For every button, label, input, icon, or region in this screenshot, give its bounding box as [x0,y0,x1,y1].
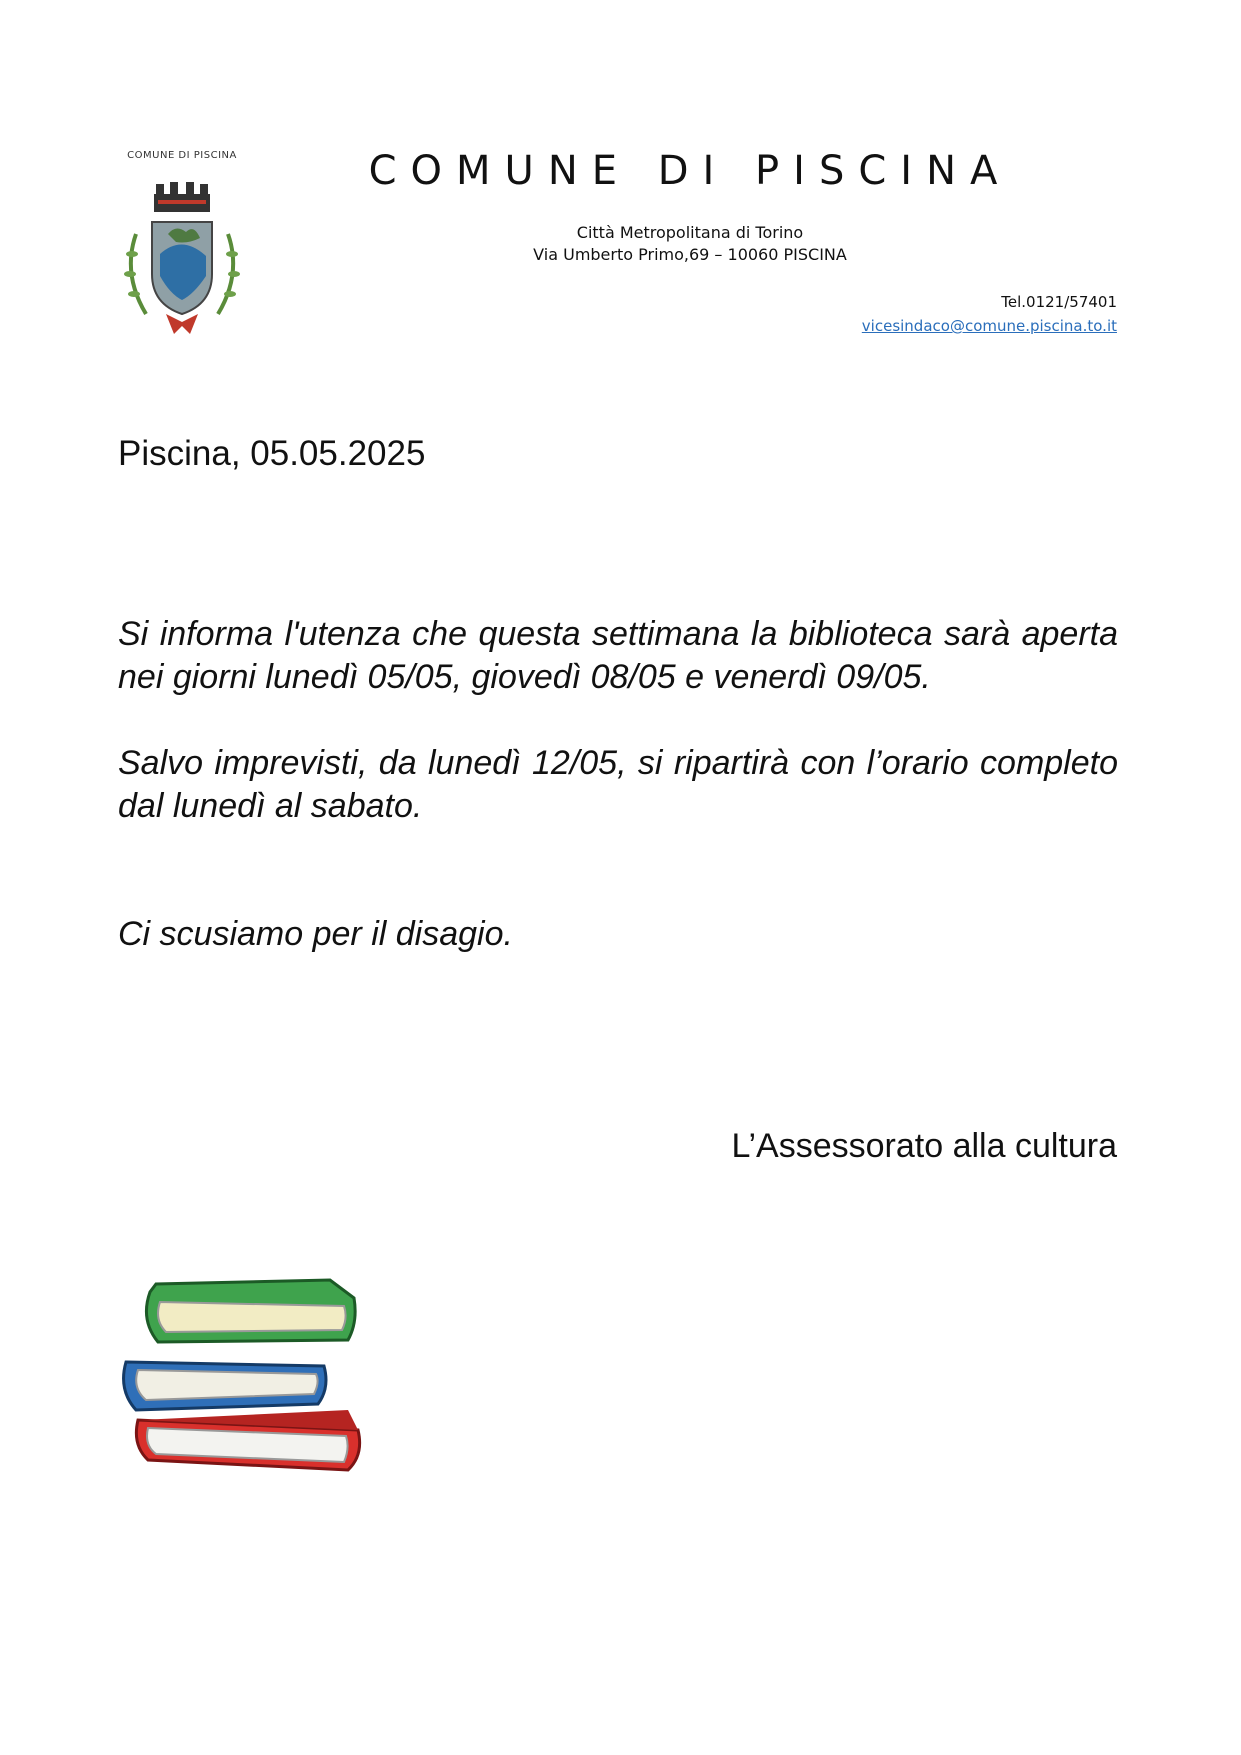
notice-paragraph-opening-days: Si informa l'utenza che questa settimana la biblioteca sarà aperta nei giorni lunedì 05/05, giovedì 08/05 e venerdì 09/05. [118,615,1118,696]
municipality-address [430,222,950,266]
metropolitan-city-line: Città Metropolitana di Torino [576,223,804,242]
street-address-line: Via Umberto Primo,69 – 10060 PISCINA [533,245,847,264]
notice-paragraph-full-schedule: Salvo imprevisti, da lunedì 12/05, si ripartirà con l’orario completo dal lunedì al sabato. [118,744,1118,825]
crest-caption: COMUNE DI PISCINA [127,150,237,161]
contact-block [862,290,1117,338]
phone-number: Tel.0121/57401 [1001,293,1117,311]
books-illustration [118,1270,398,1480]
place-and-date: Piscina, 05.05.2025 [118,434,426,473]
notice-paragraph-apology: Ci scusiamo per il disagio. [118,915,513,953]
municipal-crest [116,150,248,336]
stack-of-books-icon [118,1270,398,1480]
municipal-crest-icon [116,164,248,336]
email-link[interactable]: vicesindaco@comune.piscina.to.it [861,317,1117,335]
municipality-title: COMUNE DI PISCINA [368,148,1012,194]
signature: L’Assessorato alla cultura [731,1127,1117,1165]
